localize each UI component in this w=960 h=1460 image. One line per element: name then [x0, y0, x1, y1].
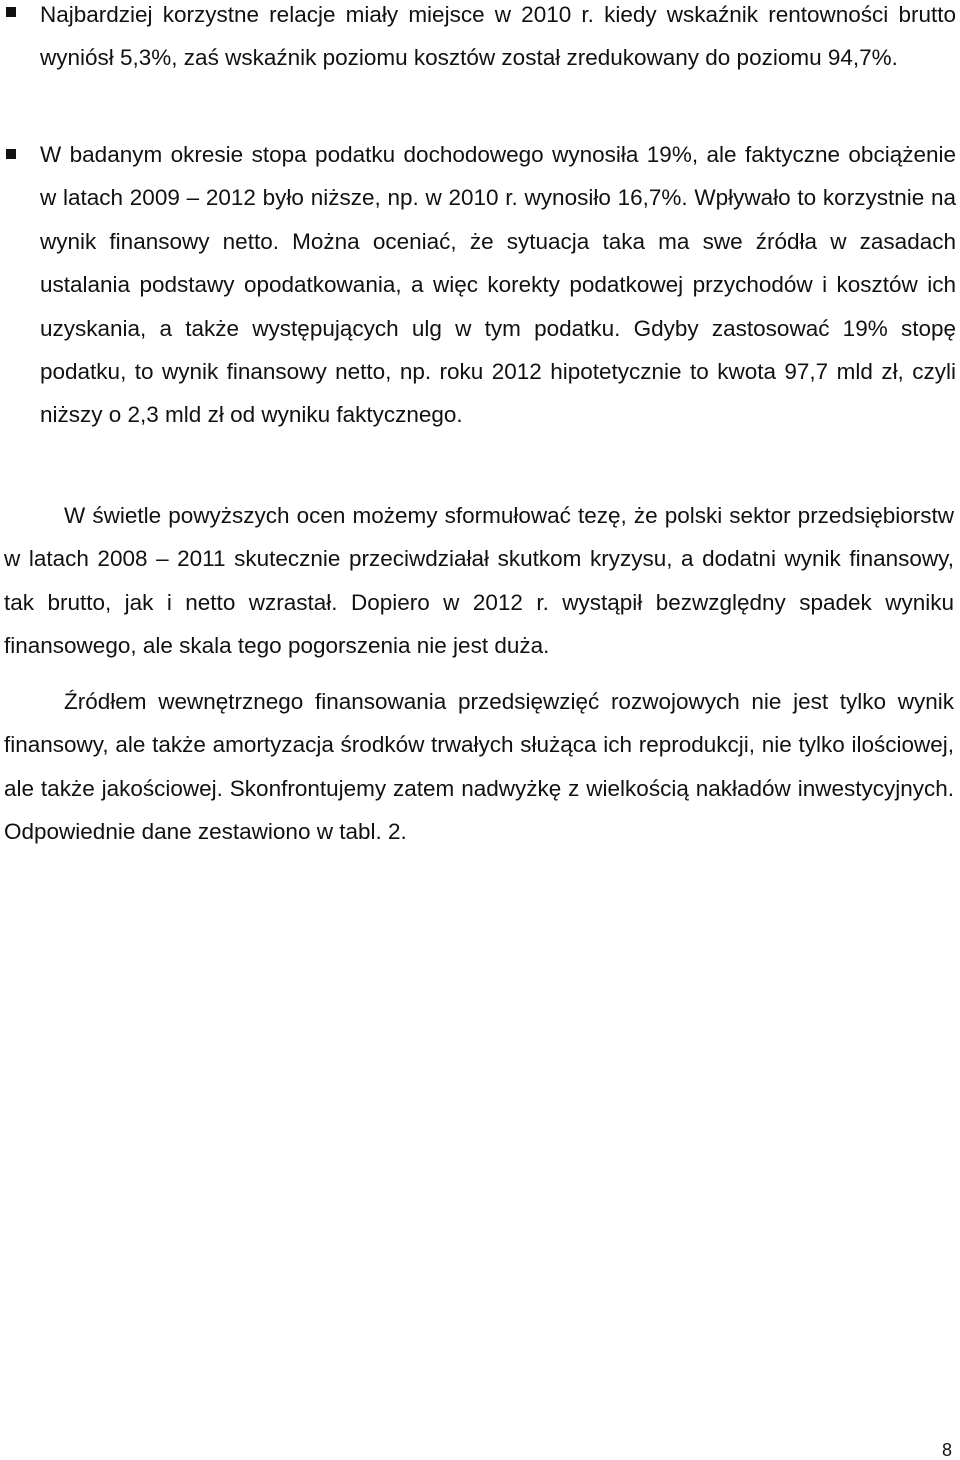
- page-number: 8: [941, 1440, 952, 1460]
- bullet-text: Najbardziej korzystne relacje miały miejsce w 2010 r. kiedy wskaźnik rentowności brutto wyniósł 5,3%, zaś wskaźnik poziomu kosztów został zredukowany do poziomu 94,7%.: [40, 2, 956, 71]
- square-bullet-icon: [6, 149, 16, 159]
- bullet-item: [40, 133, 956, 437]
- body-paragraph: Źródłem wewnętrznego finansowania przedsięwzięć rozwojowych nie jest tylko wynik finansowy, ale także amortyzacja środków trwałych służąca ich reprodukcji, nie tylko ilościowej, ale także jakościowej. Skonfrontujemy zatem nadwyżkę z wielkością nakładów inwestycyjnych. Odpowiednie dane zestawiono w tabl. 2.: [4, 689, 954, 845]
- bullet-text: W badanym okresie stopa podatku dochodowego wynosiła 19%, ale faktyczne obciążenie w latach 2009 – 2012 było niższe, np. w 2010 r. wynosiło 16,7%. Wpływało to korzystnie na wynik finansowy netto. Można oceniać, że sytuacja taka ma swe źródła w zasadach ustalania podstawy opodatkowania, a więc korekty podatkowej przychodów i kosztów ich uzyskania, a także występujących ulg w tym podatku. Gdyby zastosować 19% stopę podatku, to wynik finansowy netto, np. roku 2012 hipotetycznie to kwota 97,7 mld zł, czyli niższy o 2,3 mld zł od wyniku faktycznego.: [40, 142, 956, 428]
- square-bullet-icon: [6, 7, 16, 17]
- body-paragraph: W świetle powyższych ocen możemy sformułować tezę, że polski sektor przedsiębiorstw w latach 2008 – 2011 skutecznie przeciwdziałał skutkom kryzysu, a dodatni wynik finansowy, tak brutto, jak i netto wzrastał. Dopiero w 2012 r. wystąpił bezwzględny spadek wyniku finansowego, ale skala tego pogorszenia nie jest duża.: [4, 503, 954, 659]
- bullet-item: [40, 0, 956, 80]
